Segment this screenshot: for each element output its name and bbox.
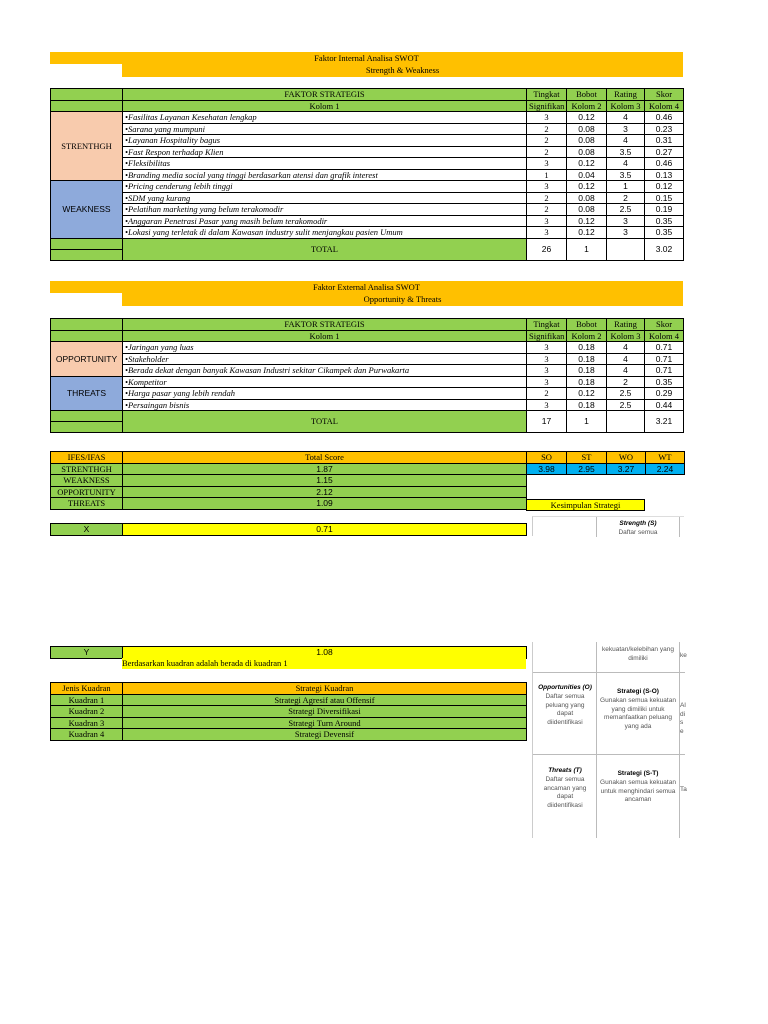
ifas-row-label: WEAKNESS — [51, 475, 123, 487]
ifas-row-value: 2.12 — [123, 486, 527, 498]
cell-bobot: 0.12 — [567, 112, 607, 124]
kuadran-row-label: Kuadran 2 — [51, 706, 123, 718]
cell-rating: 4 — [607, 158, 645, 170]
hdr-kolom1: Kolom 1 — [123, 100, 527, 112]
strat-hdr-wo: WO — [607, 452, 646, 464]
strat-hdr-so: SO — [527, 452, 567, 464]
cell-bobot: 0.18 — [567, 353, 607, 365]
cell-tingkat: 2 — [527, 204, 567, 216]
y-label: Y — [51, 647, 123, 659]
internal-title: Faktor Internal Analisa SWOT — [314, 53, 419, 63]
cell-bobot: 0.08 — [567, 204, 607, 216]
cell-skor: 0.12 — [645, 181, 684, 193]
ifas-row-label: OPPORTUNITY — [51, 486, 123, 498]
hdr-kolom3: Kolom 3 — [607, 330, 645, 342]
strength-factor: •Branding media social yang tinggi berdasarkan atensi dan grafik interest — [123, 169, 527, 181]
cell-skor: 0.35 — [645, 227, 684, 239]
kuadran-row-label: Kuadran 4 — [51, 729, 123, 741]
cell-tingkat: 3 — [527, 342, 567, 354]
cell-skor: 0.46 — [645, 112, 684, 124]
cell-tingkat: 3 — [527, 158, 567, 170]
strategy-score-table — [526, 451, 685, 475]
total-tingkat: 17 — [527, 411, 567, 433]
cell-rating: 3 — [607, 227, 645, 239]
cell-skor: 0.71 — [645, 353, 684, 365]
ifas-row-value: 1.15 — [123, 475, 527, 487]
corner-cell — [51, 330, 123, 342]
cell-skor: 0.15 — [645, 192, 684, 204]
cell-bobot: 0.12 — [567, 388, 607, 400]
hdr-rating: Rating — [607, 89, 645, 101]
cell-tingkat: 2 — [527, 135, 567, 147]
strength-factor: •Fasilitas Layanan Kesehatan lengkap — [123, 112, 527, 124]
kuadran-hdr-strategi: Strategi Kuadran — [123, 683, 527, 695]
cell-skor: 0.71 — [645, 365, 684, 377]
x-row — [50, 523, 527, 536]
cell-rating: 4 — [607, 135, 645, 147]
cell-rating: 2.5 — [607, 399, 645, 411]
strength-factor: •Sarana yang mumpuni — [123, 123, 527, 135]
kuadran-row-value: Strategi Diversifikasi — [123, 706, 527, 718]
cell-rating: 3.5 — [607, 146, 645, 158]
cell-tingkat: 2 — [527, 388, 567, 400]
kuadran-row-label: Kuadran 1 — [51, 694, 123, 706]
swot-st-text: Gunakan semua kekuatan untuk menghindari semua ancaman — [600, 779, 676, 803]
hdr-kolom4: Kolom 4 — [645, 330, 684, 342]
hdr-signifikan: Signifikan — [527, 100, 567, 112]
threat-factor: •Persaingan bisnis — [123, 399, 527, 411]
cell-tingkat: 3 — [527, 353, 567, 365]
swot-threat-title — [535, 767, 595, 776]
weakness-factor: •Anggaran Penetrasi Pasar yang masih belum terakomodir — [123, 215, 527, 227]
ifas-table — [50, 451, 527, 510]
cell-tingkat: 2 — [527, 146, 567, 158]
cell-skor: 0.31 — [645, 135, 684, 147]
kuadran-row-value: Strategi Agresif atau Offensif — [123, 694, 527, 706]
cell-bobot: 0.18 — [567, 365, 607, 377]
strat-hdr-wt: WT — [646, 452, 685, 464]
ifas-hdr-label: IFES/IFAS — [51, 452, 123, 464]
swot-cut-right-mid: Al di se — [680, 702, 686, 735]
kuadran-table — [50, 682, 527, 741]
cell-tingkat: 2 — [527, 123, 567, 135]
cell-rating: 3.5 — [607, 169, 645, 181]
cell-rating: 2.5 — [607, 204, 645, 216]
cell-tingkat: 3 — [527, 215, 567, 227]
cell-rating: 3 — [607, 123, 645, 135]
weakness-factor: •Pelatihan marketing yang belum terakomodir — [123, 204, 527, 216]
weakness-factor: •Lokasi yang terletak di dalam Kawasan industry sulit menjangkau pasien Umum — [123, 227, 527, 239]
hdr-tingkat: Tingkat — [527, 319, 567, 331]
hdr-kolom2: Kolom 2 — [567, 100, 607, 112]
ifas-row-label: STRENTHGH — [51, 463, 123, 475]
kuadran-row-value: Strategi Devensif — [123, 729, 527, 741]
kuadran-hdr-jenis: Jenis Kuadran — [51, 683, 123, 695]
swot-divider — [533, 672, 685, 673]
total-skor: 3.02 — [645, 238, 684, 260]
strength-factor: •Fleksibilitas — [123, 158, 527, 170]
opportunity-label: OPPORTUNITY — [51, 342, 123, 377]
hdr-skor: Skor — [645, 89, 684, 101]
swot-divider — [533, 754, 685, 755]
internal-title-band — [50, 52, 683, 64]
x-label: X — [51, 524, 123, 536]
hdr-skor: Skor — [645, 319, 684, 331]
strength-title-text: Strength (S) — [619, 520, 657, 527]
weakness-factor: •SDM yang kurang — [123, 192, 527, 204]
cell-skor: 0.19 — [645, 204, 684, 216]
hdr-bobot: Bobot — [567, 319, 607, 331]
cell-tingkat: 1 — [527, 169, 567, 181]
cell-skor: 0.44 — [645, 399, 684, 411]
hdr-tingkat: Tingkat — [527, 89, 567, 101]
kuadran-note: Berdasarkan kuadran adalah berada di kuadran 1 — [122, 658, 288, 668]
opportunity-factor: •Jaringan yang luas — [123, 342, 527, 354]
swot-strength-desc: kekuatan/kelebihan yang dimiliki — [602, 646, 674, 662]
total-bobot: 1 — [567, 411, 607, 433]
y-value: 1.08 — [123, 647, 527, 659]
cell-bobot: 0.08 — [567, 135, 607, 147]
total-side-cell — [51, 249, 123, 260]
total-rating — [607, 238, 645, 260]
cell-rating: 1 — [607, 181, 645, 193]
total-skor: 3.21 — [645, 411, 684, 433]
cell-tingkat: 2 — [527, 192, 567, 204]
cell-tingkat: 3 — [527, 365, 567, 377]
hdr-faktor: FAKTOR STRATEGIS — [123, 89, 527, 101]
ifas-row-value: 1.09 — [123, 498, 527, 510]
cell-skor: 0.27 — [645, 146, 684, 158]
total-label: TOTAL — [123, 411, 527, 433]
threat-factor: •Kompetitor — [123, 376, 527, 388]
ifas-row-label: THREATS — [51, 498, 123, 510]
total-bobot: 1 — [567, 238, 607, 260]
ifas-hdr-score: Total Score — [123, 452, 527, 464]
hdr-kolom1: Kolom 1 — [123, 330, 527, 342]
external-title-band — [50, 281, 683, 293]
corner-cell — [51, 319, 123, 331]
y-row — [50, 646, 527, 659]
swot-opp-title — [535, 684, 595, 693]
external-table — [50, 318, 684, 433]
swot-st-title — [597, 770, 679, 779]
swot-so-title — [597, 688, 679, 697]
total-tingkat: 26 — [527, 238, 567, 260]
strength-factor: •Fast Respon terhadap Klien — [123, 146, 527, 158]
swot-matrix-bottom — [532, 642, 687, 838]
swot-strength-title — [597, 520, 679, 529]
cell-bobot: 0.18 — [567, 342, 607, 354]
strat-hdr-st: ST — [567, 452, 607, 464]
opportunity-factor: •Berada dekat dengan banyak Kawasan Industri sekitar Cikampek dan Purwakarta — [123, 365, 527, 377]
threats-label: THREATS — [51, 376, 123, 411]
cell-skor: 0.46 — [645, 158, 684, 170]
ifas-row-value: 1.87 — [123, 463, 527, 475]
cell-skor: 0.29 — [645, 388, 684, 400]
external-title: Faktor External Analisa SWOT — [313, 282, 420, 292]
hdr-kolom3: Kolom 3 — [607, 100, 645, 112]
total-side-cell — [51, 422, 123, 433]
total-rating — [607, 411, 645, 433]
cell-skor: 0.23 — [645, 123, 684, 135]
cell-skor: 0.35 — [645, 215, 684, 227]
cell-rating: 4 — [607, 342, 645, 354]
kesimpulan-strategi — [526, 499, 645, 511]
kuadran-note-band — [122, 658, 526, 669]
hdr-kolom4: Kolom 4 — [645, 100, 684, 112]
opp-title-text: Opportunities (O) — [538, 684, 592, 691]
kuadran-row-label: Kuadran 3 — [51, 717, 123, 729]
opportunity-factor: •Stakeholder — [123, 353, 527, 365]
cell-rating: 4 — [607, 353, 645, 365]
hdr-signifikan: Signifikan — [527, 330, 567, 342]
strat-val-st: 2.95 — [567, 463, 607, 475]
threat-factor: •Harga pasar yang lebih rendah — [123, 388, 527, 400]
x-value: 0.71 — [123, 524, 527, 536]
external-subtitle-band — [122, 293, 683, 306]
cell-bobot: 0.08 — [567, 123, 607, 135]
internal-subtitle-band — [122, 64, 683, 77]
cell-bobot: 0.12 — [567, 227, 607, 239]
cell-tingkat: 3 — [527, 227, 567, 239]
total-side-cell — [51, 238, 123, 249]
corner-cell — [51, 89, 123, 101]
cell-rating: 2 — [607, 376, 645, 388]
swot-threat-text: Daftar semua ancaman yang dapat diidentifikasi — [543, 776, 587, 809]
cell-bobot: 0.12 — [567, 215, 607, 227]
swot-cut-right-top: ke — [680, 652, 687, 659]
cell-bobot: 0.18 — [567, 399, 607, 411]
cell-bobot: 0.18 — [567, 376, 607, 388]
swot-so-text: Gunakan semua kekuatan yang dimiliki untuk memanfaatkan peluang yang ada — [600, 697, 676, 730]
strat-val-so: 3.98 — [527, 463, 567, 475]
hdr-rating: Rating — [607, 319, 645, 331]
hdr-faktor: FAKTOR STRATEGIS — [123, 319, 527, 331]
external-subtitle: Opportunity & Threats — [363, 294, 442, 304]
swot-strength-sub: Daftar semua — [618, 529, 658, 536]
weakness-factor: •Pricing cenderung lebih tinggi — [123, 181, 527, 193]
cell-rating: 2 — [607, 192, 645, 204]
strength-factor: •Layanan Hospitality bagus — [123, 135, 527, 147]
cell-skor: 0.35 — [645, 376, 684, 388]
strat-val-wo: 3.27 — [607, 463, 646, 475]
hdr-kolom2: Kolom 2 — [567, 330, 607, 342]
internal-subtitle: Strength & Weakness — [365, 65, 440, 75]
cell-skor: 0.71 — [645, 342, 684, 354]
cell-bobot: 0.08 — [567, 192, 607, 204]
cell-bobot: 0.04 — [567, 169, 607, 181]
st-title-text: Strategi (S-T) — [617, 770, 659, 777]
threat-title-text: Threats (T) — [548, 767, 582, 774]
cell-rating: 2.5 — [607, 388, 645, 400]
kuadran-row-value: Strategi Turn Around — [123, 717, 527, 729]
strength-label: STRENTHGH — [51, 112, 123, 181]
cell-rating: 3 — [607, 215, 645, 227]
strat-val-wt: 2.24 — [646, 463, 685, 475]
cell-bobot: 0.12 — [567, 158, 607, 170]
cell-skor: 0.13 — [645, 169, 684, 181]
total-side-cell — [51, 411, 123, 422]
swot-matrix-top — [532, 516, 684, 536]
kesimpulan-label: Kesimpulan Strategi — [550, 500, 621, 510]
weakness-label: WEAKNESS — [51, 181, 123, 239]
swot-divider — [679, 517, 680, 537]
cell-bobot: 0.12 — [567, 181, 607, 193]
swot-cut-right-bot: Ta — [680, 786, 687, 793]
internal-table — [50, 88, 684, 261]
cell-rating: 4 — [607, 112, 645, 124]
cell-tingkat: 3 — [527, 376, 567, 388]
cell-tingkat: 3 — [527, 181, 567, 193]
cell-tingkat: 3 — [527, 399, 567, 411]
corner-cell — [51, 100, 123, 112]
cell-bobot: 0.08 — [567, 146, 607, 158]
total-label: TOTAL — [123, 238, 527, 260]
cell-tingkat: 3 — [527, 112, 567, 124]
so-title-text: Strategi (S-O) — [617, 688, 659, 695]
cell-rating: 4 — [607, 365, 645, 377]
swot-opp-text: Daftar semua peluang yang dapat diidentifikasi — [545, 693, 585, 726]
hdr-bobot: Bobot — [567, 89, 607, 101]
